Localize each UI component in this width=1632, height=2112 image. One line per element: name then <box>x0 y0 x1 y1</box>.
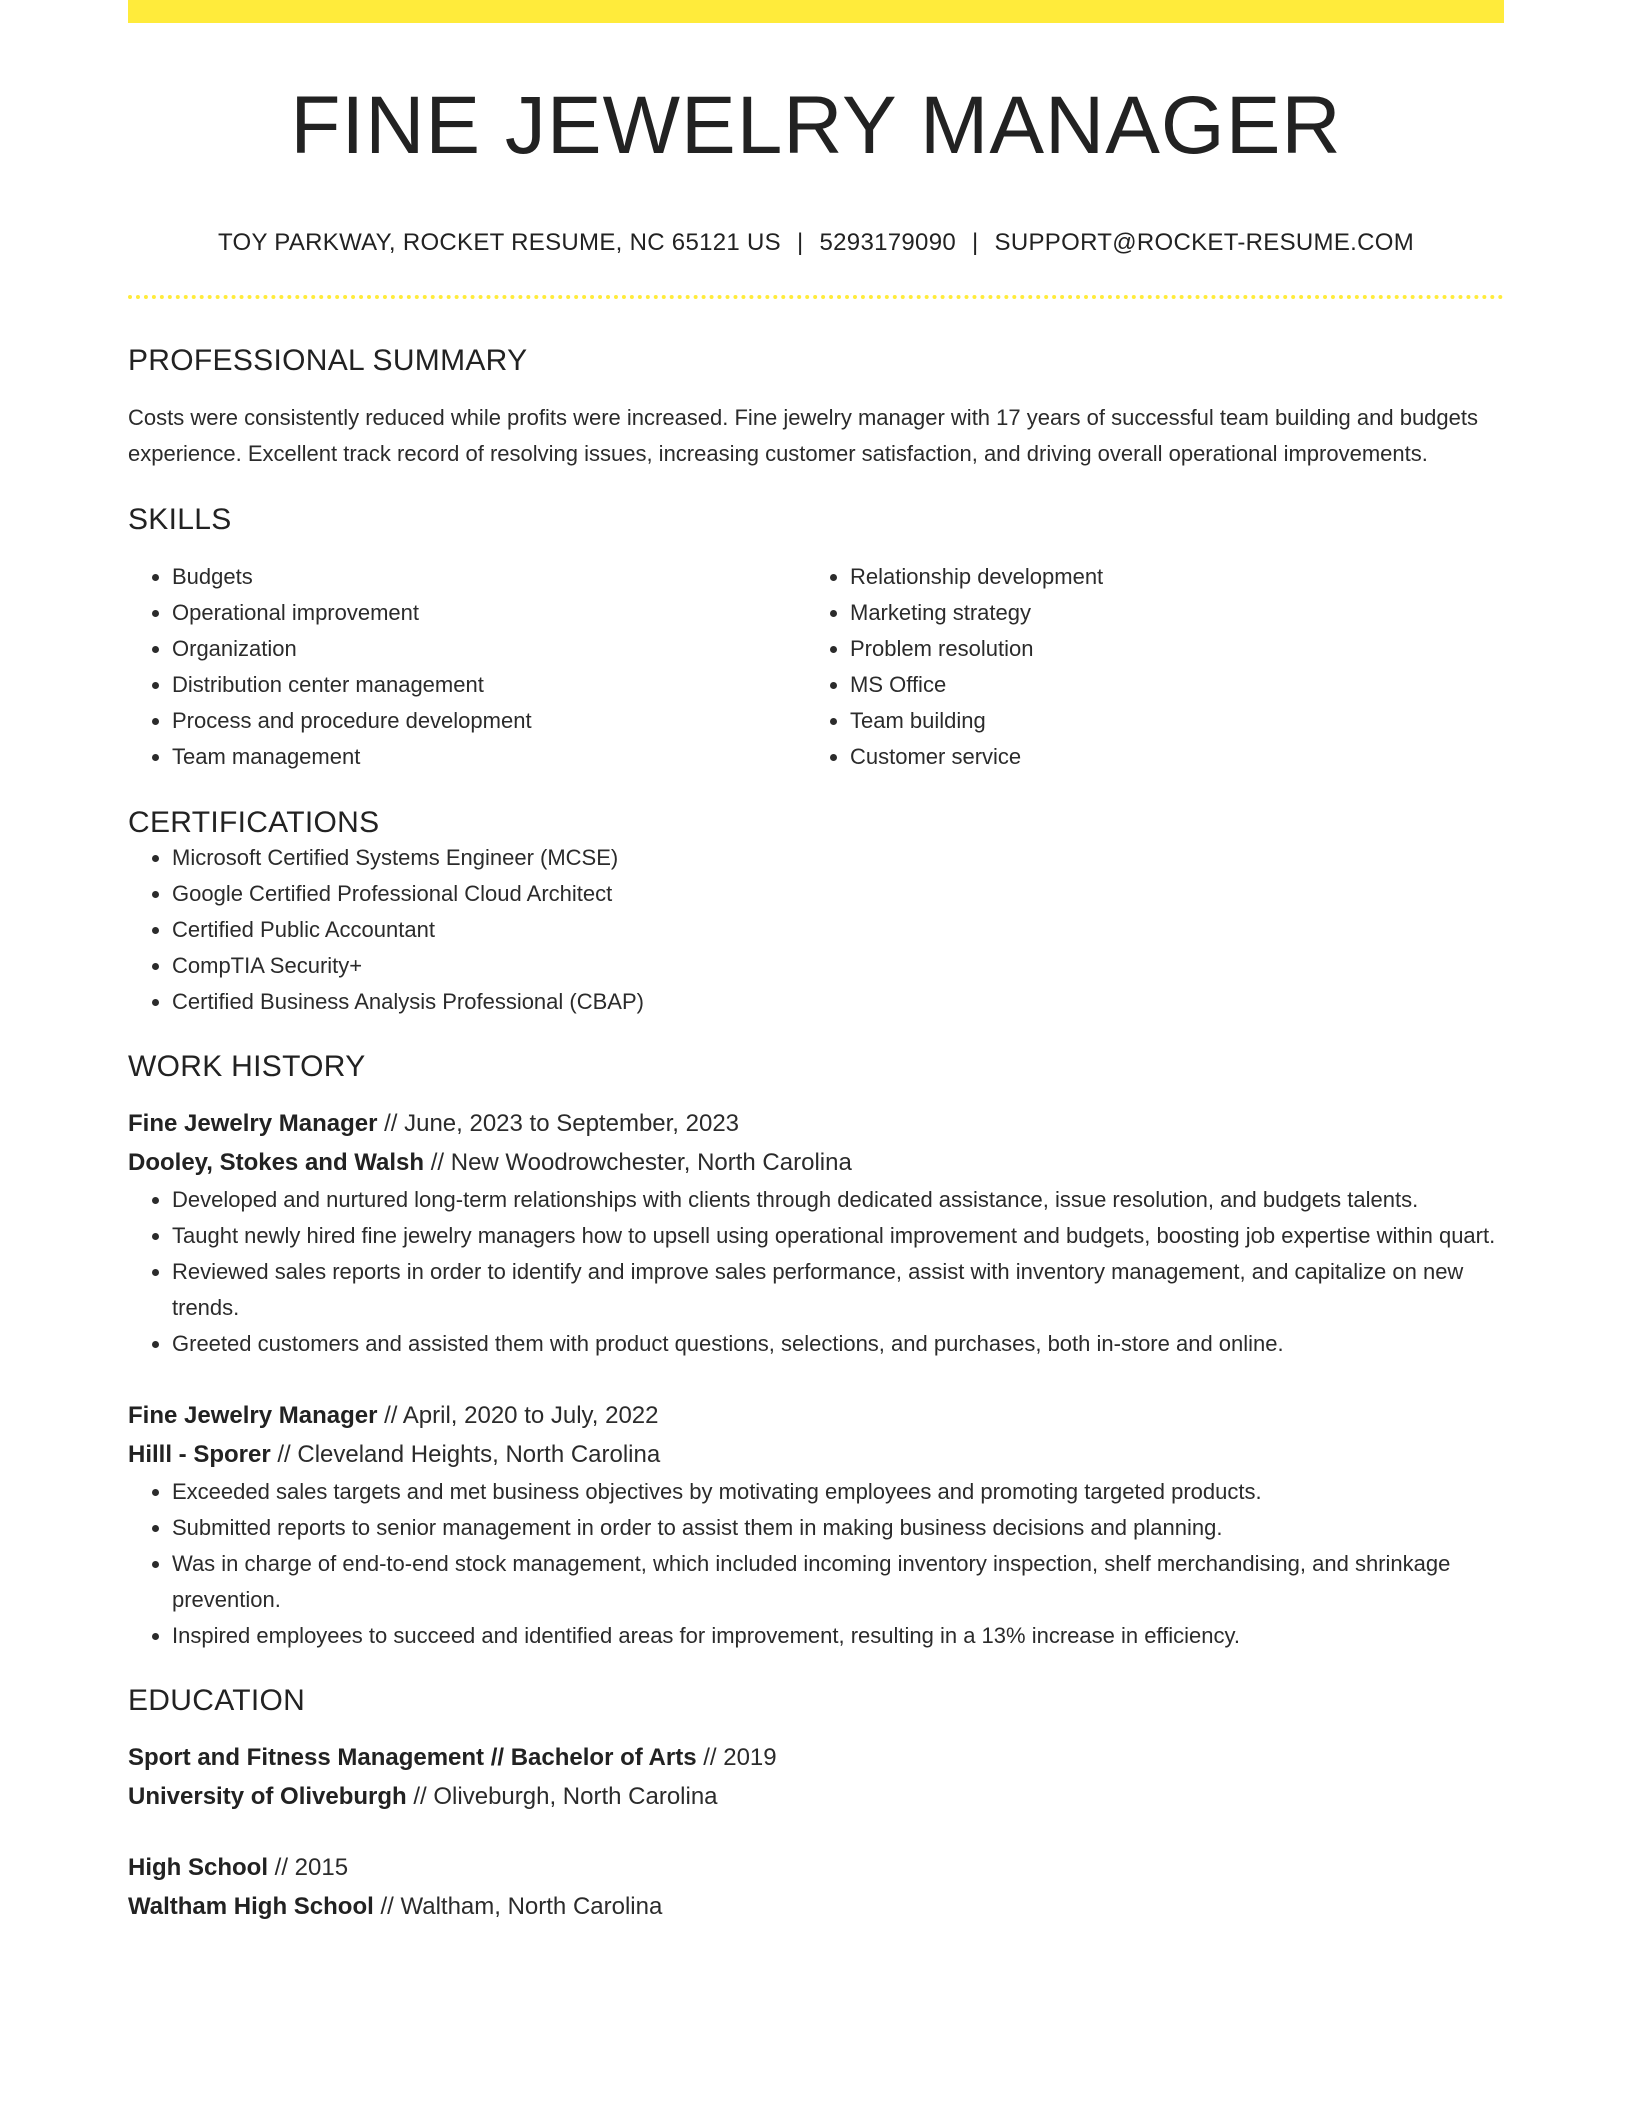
skill-item: • Customer service <box>850 739 1484 775</box>
job-company: Hilll - Sporer <box>128 1441 271 1468</box>
skill-item: • Team building <box>850 703 1484 739</box>
job-dates: // June, 2023 to September, 2023 <box>377 1110 740 1137</box>
summary-heading: PROFESSIONAL SUMMARY <box>128 344 528 377</box>
certification-item: • Google Certified Professional Cloud Architect <box>172 876 1504 912</box>
job-duty: • Exceeded sales targets and met business objectives by motivating employees and promoting targeted products. <box>172 1474 1504 1510</box>
skills-list-right <box>806 559 1484 775</box>
job-duties-list <box>128 1474 1504 1654</box>
education-year: // 2019 <box>696 1744 777 1771</box>
work-history-heading: WORK HISTORY <box>128 1050 366 1083</box>
resume-content <box>128 0 1504 1926</box>
job-duties-list <box>128 1182 1504 1362</box>
education-school-line <box>128 1777 1504 1816</box>
education-school: University of Oliveburgh <box>128 1783 407 1810</box>
dotted-divider <box>128 295 1504 299</box>
job-duty: • Developed and nurtured long-term relationships with clients through dedicated assistance, issue resolution, and budgets talents. <box>172 1182 1504 1218</box>
skill-item: • Distribution center management <box>172 667 806 703</box>
resume-title: FINE JEWELRY MANAGER <box>290 80 1342 171</box>
skill-item: • Budgets <box>172 559 806 595</box>
certification-item: • Certified Business Analysis Professional (CBAP) <box>172 984 1504 1020</box>
skills-column-right <box>806 559 1484 775</box>
skill-item: • Team management <box>172 739 806 775</box>
skill-item: • Organization <box>172 631 806 667</box>
skill-item: • Relationship development <box>850 559 1484 595</box>
education-location: // Oliveburgh, North Carolina <box>406 1783 718 1810</box>
education-degree-line <box>128 1848 1504 1887</box>
skills-list-left <box>128 559 806 775</box>
job-company-line <box>128 1435 1504 1474</box>
education-degree: High School <box>128 1854 268 1881</box>
skill-item: • MS Office <box>850 667 1484 703</box>
certification-item: • Certified Public Accountant <box>172 912 1504 948</box>
job-location: // Cleveland Heights, North Carolina <box>270 1441 661 1468</box>
skill-item: • Problem resolution <box>850 631 1484 667</box>
education-entry <box>128 1848 1504 1926</box>
contact-separator: | <box>972 229 979 256</box>
contact-address: TOY PARKWAY, ROCKET RESUME, NC 65121 US <box>217 229 781 256</box>
skills-heading: SKILLS <box>128 503 232 536</box>
job-role: Fine Jewelry Manager <box>128 1402 378 1429</box>
skills-grid <box>128 559 1504 775</box>
education-entry <box>128 1738 1504 1816</box>
job-company-line <box>128 1143 1504 1182</box>
job-duty: • Was in charge of end-to-end stock management, which included incoming inventory inspection, shelf merchandising, and shrinkage prevention. <box>172 1546 1504 1618</box>
job-duty: • Inspired employees to succeed and identified areas for improvement, resulting in a 13% increase in efficiency. <box>172 1618 1504 1654</box>
education-heading: EDUCATION <box>128 1684 306 1717</box>
contact-phone: 5293179090 <box>819 229 956 256</box>
job-entry <box>128 1396 1504 1654</box>
skill-item: • Process and procedure development <box>172 703 806 739</box>
skill-item: • Marketing strategy <box>850 595 1484 631</box>
job-duty: • Taught newly hired fine jewelry managers how to upsell using operational improvement and budgets, boosting job expertise within quart. <box>172 1218 1504 1254</box>
job-company: Dooley, Stokes and Walsh <box>128 1149 425 1176</box>
contact-separator: | <box>796 229 804 256</box>
certifications-list <box>128 840 1504 1020</box>
top-accent-bar <box>128 0 1504 23</box>
education-school-line <box>128 1887 1504 1926</box>
job-entry <box>128 1104 1504 1362</box>
education-degree-line <box>128 1738 1504 1777</box>
education-school: Waltham High School <box>128 1893 374 1920</box>
job-dates: // April, 2020 to July, 2022 <box>377 1402 659 1429</box>
summary-text: Costs were consistently reduced while profits were increased. Fine jewelry manager with 17 years of successful team building and budgets experience. Excellent track record of resolving issues, increasing customer satisfaction, and driving overall operational improvements. <box>128 405 1479 466</box>
certifications-heading: CERTIFICATIONS <box>128 806 380 839</box>
job-duty: • Greeted customers and assisted them with product questions, selections, and purchases, both in-store and online. <box>172 1326 1504 1362</box>
job-duty: • Submitted reports to senior management in order to assist them in making business decisions and planning. <box>172 1510 1504 1546</box>
job-title-line <box>128 1396 1504 1435</box>
certification-item: • Microsoft Certified Systems Engineer (MCSE) <box>172 840 1504 876</box>
job-location: // New Woodrowchester, North Carolina <box>424 1149 852 1176</box>
education-degree: Sport and Fitness Management // Bachelor of Arts <box>128 1744 697 1771</box>
education-year: // 2015 <box>268 1854 349 1881</box>
skill-item: • Operational improvement <box>172 595 806 631</box>
job-title-line <box>128 1104 1504 1143</box>
contact-email: SUPPORT@ROCKET-RESUME.COM <box>994 229 1415 256</box>
certification-item: • CompTIA Security+ <box>172 948 1504 984</box>
skills-column-left <box>128 559 806 775</box>
contact-line <box>128 229 1504 257</box>
job-duty: • Reviewed sales reports in order to identify and improve sales performance, assist with inventory management, and capitalize on new trends. <box>172 1254 1504 1326</box>
job-role: Fine Jewelry Manager <box>128 1110 378 1137</box>
education-location: // Waltham, North Carolina <box>373 1893 663 1920</box>
